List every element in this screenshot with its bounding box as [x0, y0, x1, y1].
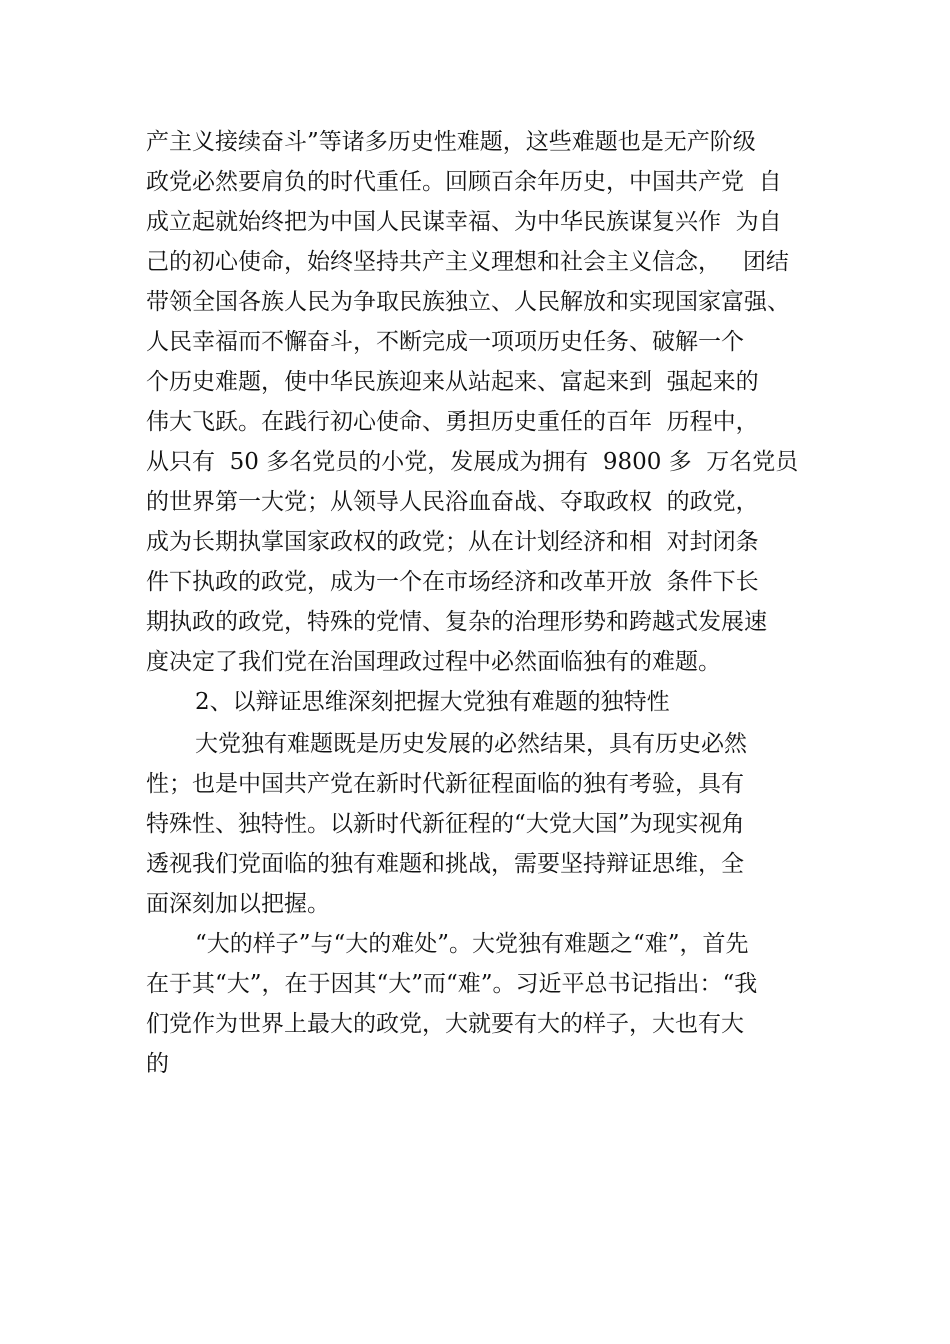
- text-line: 期执政的政党，特殊的党情、复杂的治理形势和跨越式发展速: [146, 609, 767, 635]
- text-line: 政党必然要肩负的时代重任。回顾百余年历史，中国共产党 自: [146, 169, 782, 195]
- text-line: 成为长期执掌国家政权的政党；从在计划经济和相 对封闭条: [146, 529, 759, 555]
- text-line: 的: [146, 1051, 169, 1077]
- text-line: “大的样子”与“大的难处”。大党独有难题之“难”，首先: [195, 931, 749, 957]
- text-line: 性；也是中国共产党在新时代新征程面临的独有考验，具有: [146, 771, 744, 797]
- text-line: 度决定了我们党在治国理政过程中必然面临独有的难题。: [146, 649, 721, 675]
- text-line: 产主义接续奋斗”等诸多历史性难题，这些难题也是无产阶级: [146, 129, 756, 155]
- text-line: 们党作为世界上最大的政党，大就要有大的样子，大也有大: [146, 1011, 744, 1037]
- text-line: 带领全国各族人民为争取民族独立、人民解放和实现国家富强、: [146, 289, 790, 315]
- text-line: 个历史难题，使中华民族迎来从站起来、富起来到 强起来的: [146, 369, 759, 395]
- text-line: 面深刻加以把握。: [146, 891, 330, 917]
- text-line: 成立起就始终把为中国人民谋幸福、为中华民族谋复兴作 为自: [146, 209, 782, 235]
- text-line: 人民幸福而不懈奋斗，不断完成一项项历史任务、破解一个: [146, 329, 744, 355]
- text-line: 件下执政的政党，成为一个在市场经济和改革开放 条件下长: [146, 569, 759, 595]
- text-line: 伟大飞跃。在践行初心使命、勇担历史重任的百年 历程中，: [146, 409, 759, 435]
- text-line: 在于其“大”，在于因其“大”而“难”。习近平总书记指出：“我: [146, 971, 758, 997]
- text-line: 从只有 50 多名党员的小党，发展成为拥有 9800 多 万名党员: [146, 449, 799, 475]
- text-line: 己的初心使命，始终坚持共产主义理想和社会主义信念， 团结: [146, 249, 789, 275]
- text-line: 透视我们党面临的独有难题和挑战，需要坚持辩证思维，全: [146, 851, 744, 877]
- text-line: 的世界第一大党；从领导人民浴血奋战、夺取政权 的政党，: [146, 489, 759, 515]
- text-line: 大党独有难题既是历史发展的必然结果，具有历史必然: [195, 731, 747, 757]
- section-heading: 2、以辩证思维深刻把握大党独有难题的独特性: [195, 689, 670, 715]
- text-line: 特殊性、独特性。以新时代新征程的“大党大国”为现实视角: [146, 811, 745, 837]
